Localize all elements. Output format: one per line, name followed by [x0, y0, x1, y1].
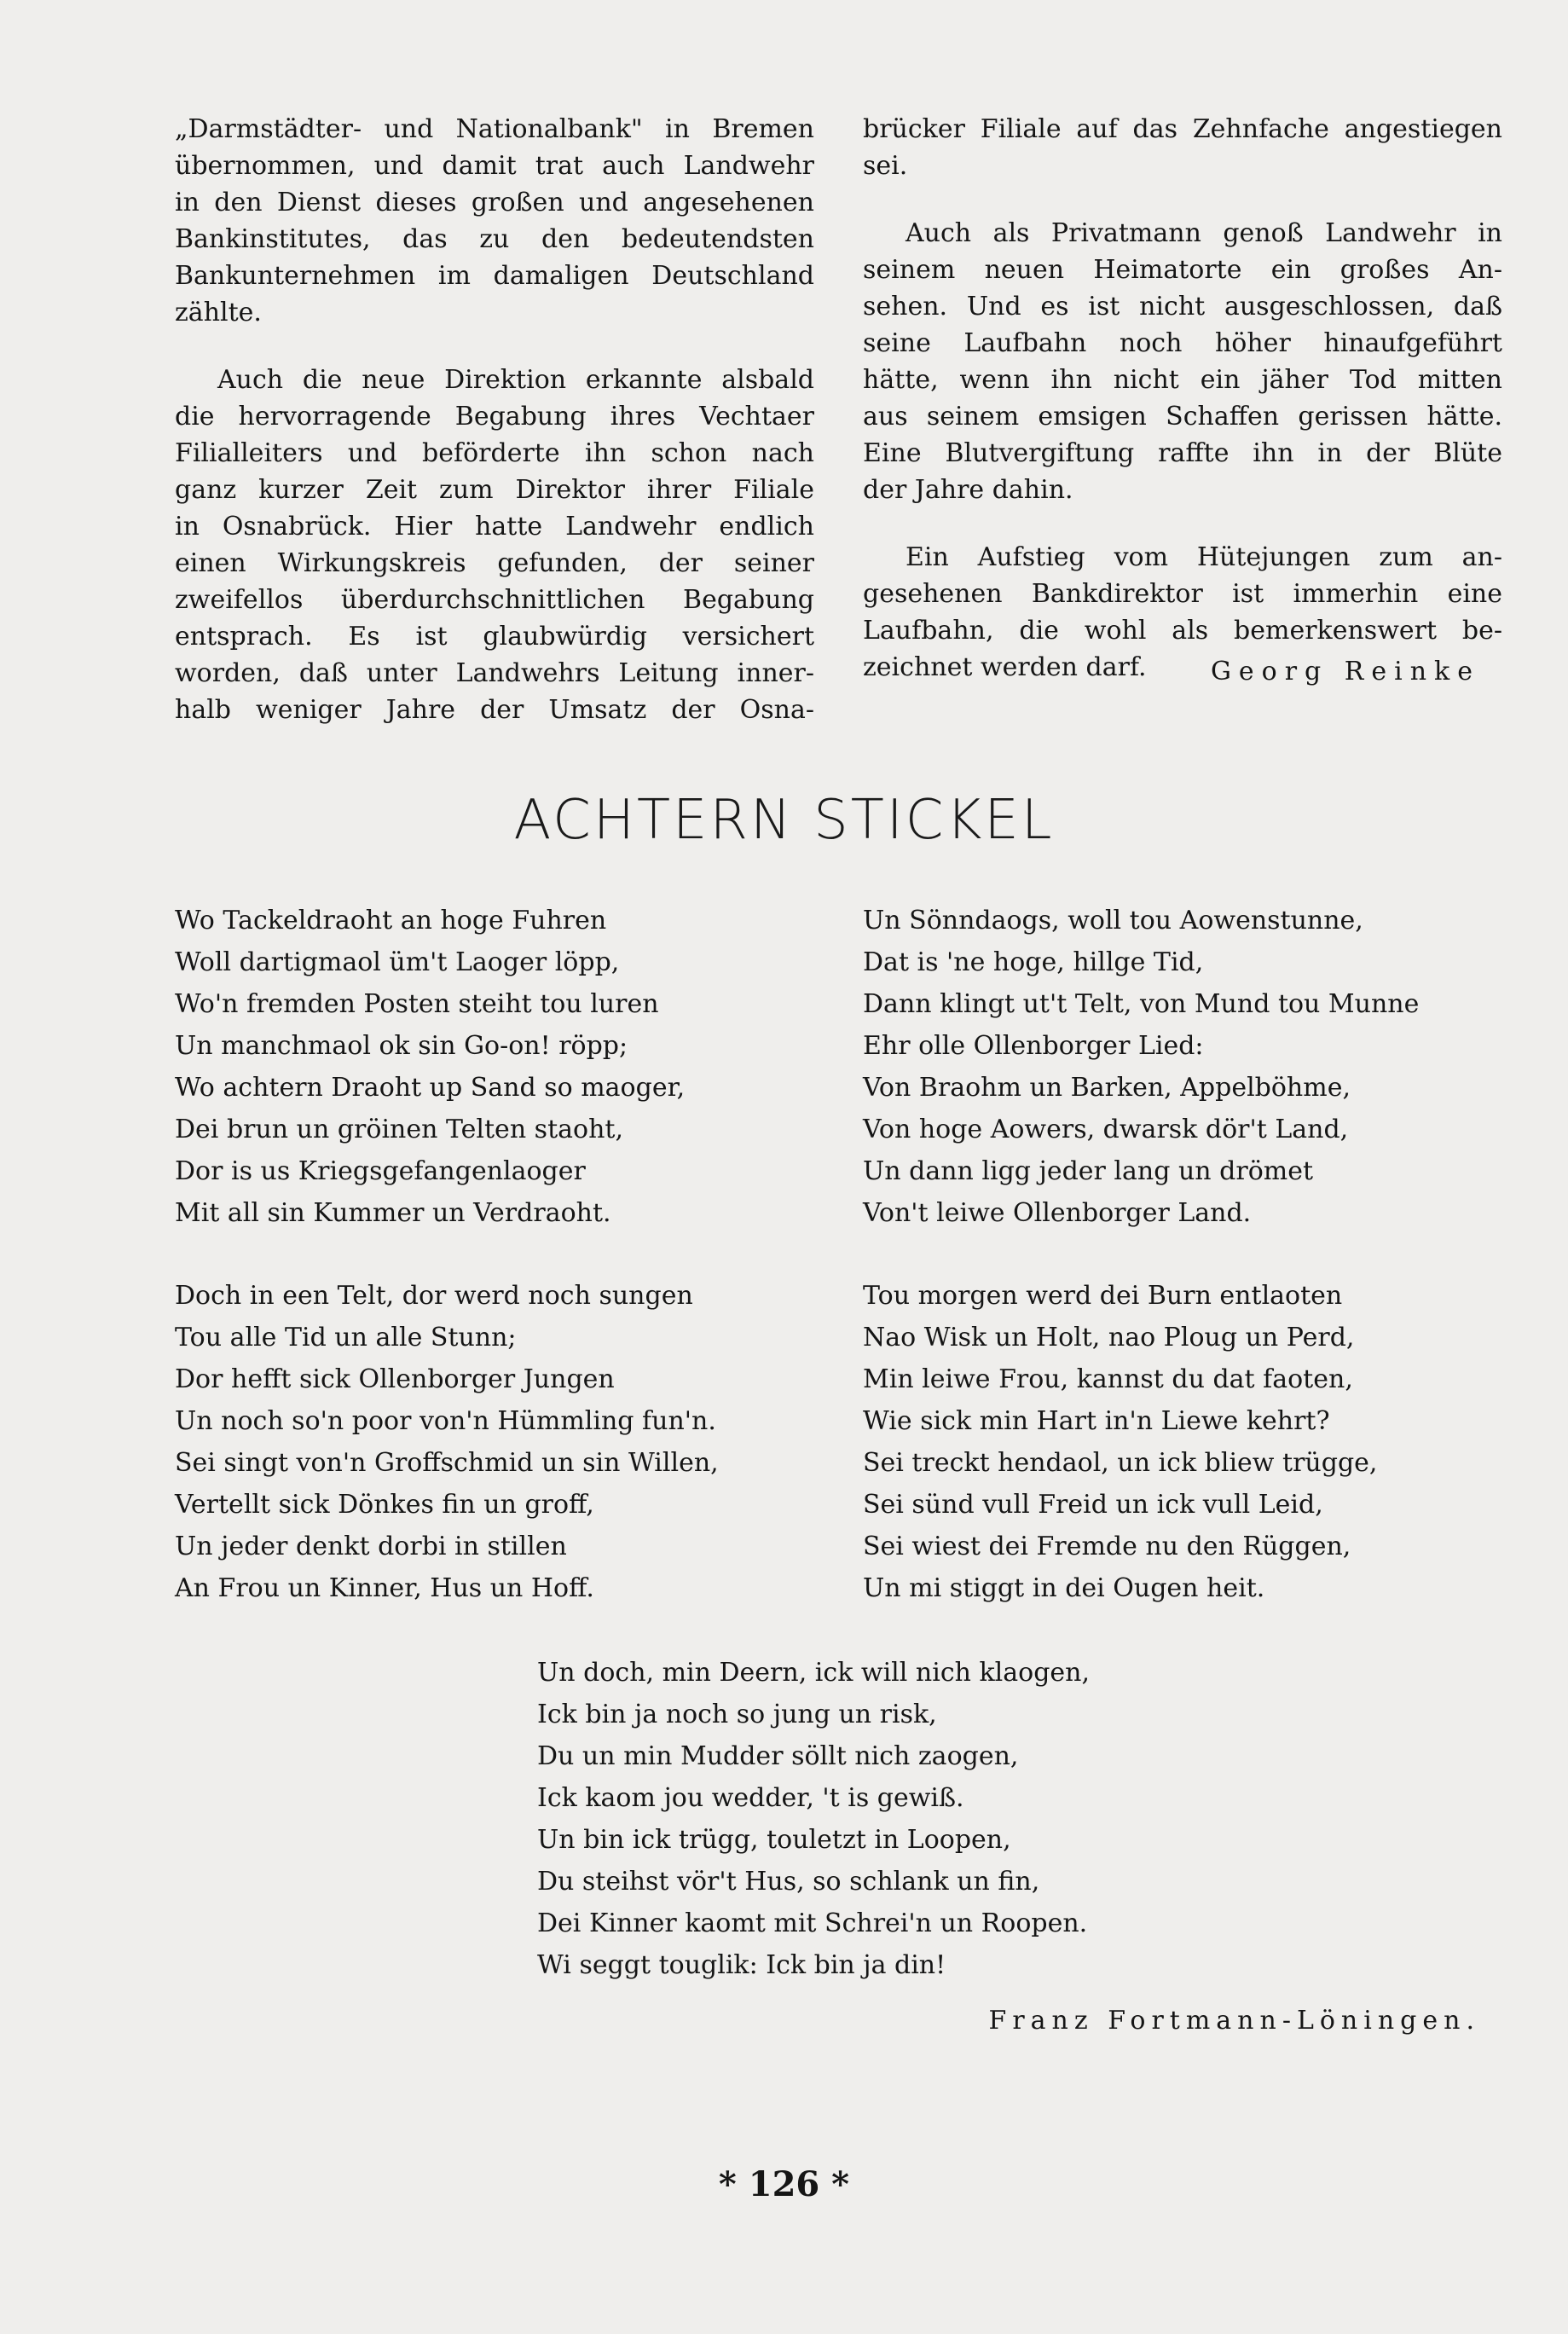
text-line: übernommen, und damit trat auch Landwehr — [175, 151, 814, 181]
text-line: zweifellos überdurchschnittlichen Begabung — [175, 585, 814, 615]
verse-line: Du un min Mudder söllt nich zaogen, — [537, 1741, 1019, 1771]
verse-line: Von hoge Aowers, dwarsk dör't Land, — [863, 1115, 1349, 1144]
text-line: Ein Aufstieg vom Hütejungen zum an- — [906, 542, 1502, 572]
text-line: worden, daß unter Landwehrs Leitung inner- — [175, 658, 814, 688]
verse-line: Un doch, min Deern, ick will nich klaogen, — [537, 1658, 1091, 1688]
text-line: Laufbahn, die wohl als bemerkenswert be- — [863, 616, 1502, 646]
text-line: in den Dienst dieses großen und angesehenen — [175, 188, 814, 217]
verse-line: Wi seggt touglik: Ick bin ja din! — [537, 1950, 946, 1980]
article-author: Georg Reinke — [1210, 657, 1480, 686]
verse-line: Tou alle Tid un alle Stunn; — [175, 1323, 517, 1352]
poem-stanza — [175, 900, 806, 1234]
article-paragraph — [863, 215, 1502, 508]
text-line: seine Laufbahn noch höher hinaufgeführt — [863, 328, 1502, 358]
verse-line: Ick bin ja noch so jung un risk, — [537, 1700, 937, 1729]
poem-stanza — [863, 900, 1494, 1234]
verse-line: Sei sünd vull Freid un ick vull Leid, — [863, 1490, 1323, 1520]
verse-line: Min leiwe Frou, kannst du dat faoten, — [863, 1364, 1353, 1394]
verse-line: Ehr olle Ollenborger Lied: — [863, 1031, 1204, 1061]
verse-line: Wo Tackeldraoht an hoge Fuhren — [175, 906, 607, 935]
text-line: Auch die neue Direktion erkannte alsbald — [217, 365, 814, 395]
article-right-column — [863, 111, 1502, 686]
verse-line: Wo achtern Draoht up Sand so maoger, — [175, 1073, 686, 1103]
verse-line: Un manchmaol ok sin Go-on! röpp; — [175, 1031, 628, 1061]
text-line: „Darmstädter- und Nationalbank" in Bremen — [175, 114, 814, 144]
verse-line: Un noch so'n poor von'n Hümmling fun'n. — [175, 1406, 716, 1436]
poem-stanza — [175, 1275, 806, 1609]
verse-line: Dei Kinner kaomt mit Schrei'n un Roopen. — [537, 1908, 1088, 1938]
text-line: zeichnet werden darf. — [863, 652, 1147, 682]
text-line: entsprach. Es ist glaubwürdig versichert — [175, 622, 814, 652]
verse-line: Dor hefft sick Ollenborger Jungen — [175, 1364, 615, 1394]
poem-stanza — [537, 1652, 1185, 1986]
article-left-column — [175, 111, 814, 728]
text-line: Bankinstitutes, das zu den bedeutendsten — [175, 224, 814, 254]
verse-line: Un bin ick trügg, touletzt in Loopen, — [537, 1825, 1011, 1855]
verse-line: Du steihst vör't Hus, so schlank un fin, — [537, 1867, 1040, 1897]
verse-line: Dor is us Kriegsgefangenlaoger — [175, 1156, 586, 1186]
verse-line: Vertellt sick Dönkes fin un groff, — [175, 1490, 594, 1520]
text-line: Eine Blutvergiftung raffte ihn in der Blüte — [863, 438, 1502, 468]
verse-line: Un dann ligg jeder lang un drömet — [863, 1156, 1314, 1186]
text-line: halb weniger Jahre der Umsatz der Osna- — [175, 695, 814, 725]
text-line: Auch als Privatmann genoß Landwehr in — [906, 218, 1502, 248]
verse-line: Sei wiest dei Fremde nu den Rüggen, — [863, 1532, 1351, 1561]
verse-line: Un jeder denkt dorbi in stillen — [175, 1532, 567, 1561]
text-line: in Osnabrück. Hier hatte Landwehr endlich — [175, 512, 814, 542]
verse-line: Dei brun un gröinen Telten staoht, — [175, 1115, 623, 1144]
verse-line: Sei singt von'n Groffschmid un sin Willen, — [175, 1448, 719, 1478]
verse-line: Nao Wisk un Holt, nao Ploug un Perd, — [863, 1323, 1355, 1352]
verse-line: Dat is 'ne hoge, hillge Tid, — [863, 947, 1204, 977]
verse-line: Wie sick min Hart in'n Liewe kehrt? — [863, 1406, 1330, 1436]
verse-line: An Frou un Kinner, Hus un Hoff. — [175, 1573, 594, 1603]
article-paragraph — [863, 111, 1502, 184]
text-line: seinem neuen Heimatorte ein großes An- — [863, 255, 1502, 285]
text-line: der Jahre dahin. — [863, 475, 1073, 505]
poem-stanza — [863, 1275, 1494, 1609]
page-number: * 126 * — [718, 2164, 850, 2204]
verse-line: Sei treckt hendaol, un ick bliew trügge, — [863, 1448, 1378, 1478]
text-line: Bankunternehmen im damaligen Deutschland — [175, 261, 814, 291]
text-line: die hervorragende Begabung ihres Vechtaer — [175, 402, 814, 431]
text-line: zählte. — [175, 298, 262, 327]
article-paragraph — [175, 362, 814, 728]
text-line: gesehenen Bankdirektor ist immerhin eine — [863, 579, 1502, 609]
text-line: Filialleiters und beförderte ihn schon nach — [175, 438, 814, 468]
verse-line: Un mi stiggt in dei Ougen heit. — [863, 1573, 1265, 1603]
text-line: brücker Filiale auf das Zehnfache angestiegen — [863, 114, 1502, 144]
verse-line: Woll dartigmaol üm't Laoger löpp, — [175, 947, 620, 977]
text-line: ganz kurzer Zeit zum Direktor ihrer Filiale — [175, 475, 814, 505]
article-paragraph — [175, 111, 814, 331]
text-line: einen Wirkungskreis gefunden, der seiner — [175, 548, 814, 578]
text-line: sehen. Und es ist nicht ausgeschlossen, daß — [863, 292, 1502, 321]
text-line: sei. — [863, 151, 908, 181]
text-line: aus seinem emsigen Schaffen gerissen hätte. — [863, 402, 1502, 431]
text-line: hätte, wenn ihn nicht ein jäher Tod mitten — [863, 365, 1502, 395]
verse-line: Mit all sin Kummer un Verdraoht. — [175, 1198, 611, 1228]
verse-line: Von't leiwe Ollenborger Land. — [863, 1198, 1252, 1228]
verse-line: Un Sönndaogs, woll tou Aowenstunne, — [863, 906, 1363, 935]
verse-line: Wo'n fremden Posten steiht tou luren — [175, 989, 659, 1019]
verse-line: Ick kaom jou wedder, 't is gewiß. — [537, 1783, 964, 1813]
verse-line: Von Braohm un Barken, Appelböhme, — [863, 1073, 1351, 1103]
verse-line: Doch in een Telt, dor werd noch sungen — [175, 1281, 693, 1311]
poem-author: Franz Fortmann-Löningen. — [988, 2006, 1480, 2036]
poem-title: ACHTERN STICKEL — [513, 789, 1055, 852]
verse-line: Tou morgen werd dei Burn entlaoten — [863, 1281, 1343, 1311]
verse-line: Dann klingt ut't Telt, von Mund tou Munne — [863, 989, 1420, 1019]
